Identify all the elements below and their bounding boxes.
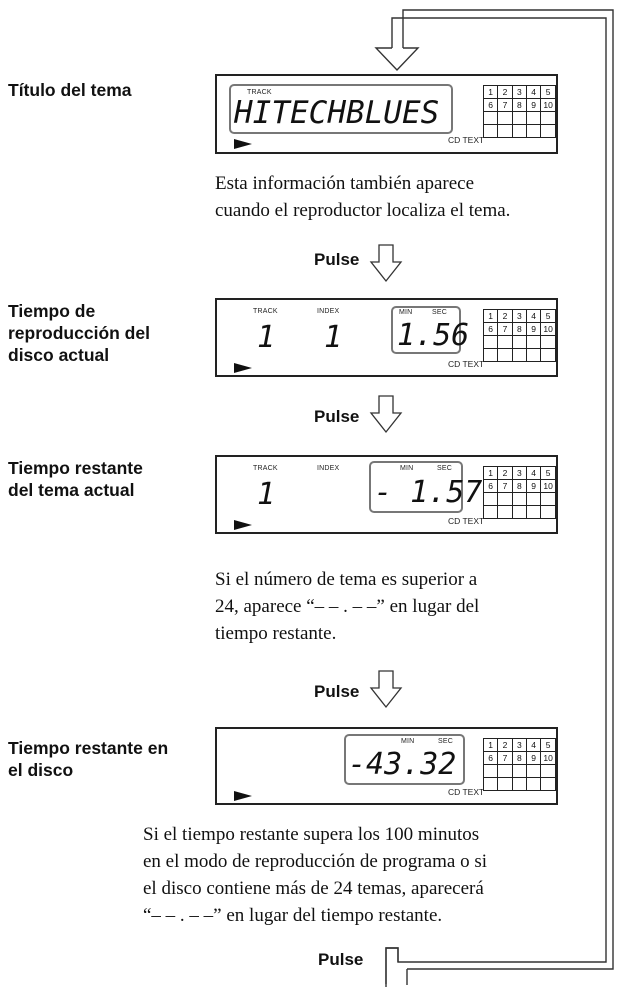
track-value: 1 — [257, 477, 276, 512]
track-grid: 1 2 3 4 5 6 7 8 9 10 — [483, 85, 556, 138]
track-grid: 1 2 3 4 5 6 7 8 9 10 — [483, 466, 556, 519]
track-grid: 1 2 3 4 5 6 7 8 9 10 — [483, 309, 556, 362]
min-tag: MIN — [401, 738, 415, 745]
display-3 — [215, 455, 558, 534]
title-text: HITECHBLUES — [234, 95, 440, 131]
pulse-label: Pulse — [314, 407, 360, 426]
play-icon — [234, 791, 252, 801]
section-2-label: Tiempo de reproducción del disco actual — [8, 301, 150, 365]
display-2 — [215, 298, 558, 377]
index-tag: INDEX — [317, 465, 340, 472]
play-icon — [234, 139, 252, 149]
section-3-note: Si el número de tema es superior a 24, aparece “– – . – –” en lugar del tiempo restante. — [215, 569, 480, 644]
track-value: 1 — [257, 320, 276, 355]
play-icon — [234, 520, 252, 530]
section-3-label: Tiempo restante del tema actual — [8, 458, 143, 500]
display-1 — [215, 74, 558, 154]
track-tag: TRACK — [253, 465, 278, 472]
track-tag: TRACK — [247, 89, 272, 96]
sec-tag: SEC — [438, 738, 453, 745]
sec-tag: SEC — [437, 465, 452, 472]
min-tag: MIN — [399, 309, 413, 316]
down-arrow-icon — [369, 670, 403, 710]
section-1-note: Esta información también aparece cuando el reproductor localiza el tema. — [215, 173, 511, 221]
down-arrow-icon — [369, 395, 403, 435]
cd-text-tag: CD TEXT — [448, 359, 485, 369]
pulse-label: Pulse — [318, 950, 364, 969]
time-value: -43.32 — [348, 747, 457, 782]
cd-text-tag: CD TEXT — [448, 516, 485, 526]
pulse-label: Pulse — [314, 682, 360, 701]
section-4-label: Tiempo restante en el disco — [8, 738, 169, 780]
pulse-label: Pulse — [314, 250, 360, 269]
display-4 — [215, 727, 558, 805]
down-arrow-icon — [369, 244, 403, 284]
time-value: 1.56 — [397, 318, 470, 353]
track-tag: TRACK — [253, 308, 278, 315]
section-4-note: Si el tiempo restante supera los 100 minutos en el modo de reproducción de programa o si el disco contiene más de 24 temas, aparecerá “– – . – –” en lugar del tiempo restante. — [143, 824, 487, 926]
min-tag: MIN — [400, 465, 414, 472]
cd-text-tag: CD TEXT — [448, 787, 485, 797]
index-tag: INDEX — [317, 308, 340, 315]
index-value: 1 — [324, 320, 343, 355]
sec-tag: SEC — [432, 309, 447, 316]
time-value: - 1.57 — [374, 475, 483, 510]
cd-text-tag: CD TEXT — [448, 135, 485, 145]
play-icon — [234, 363, 252, 373]
track-grid: 1 2 3 4 5 6 7 8 9 10 — [483, 738, 556, 791]
section-1-label: Título del tema — [8, 80, 132, 100]
